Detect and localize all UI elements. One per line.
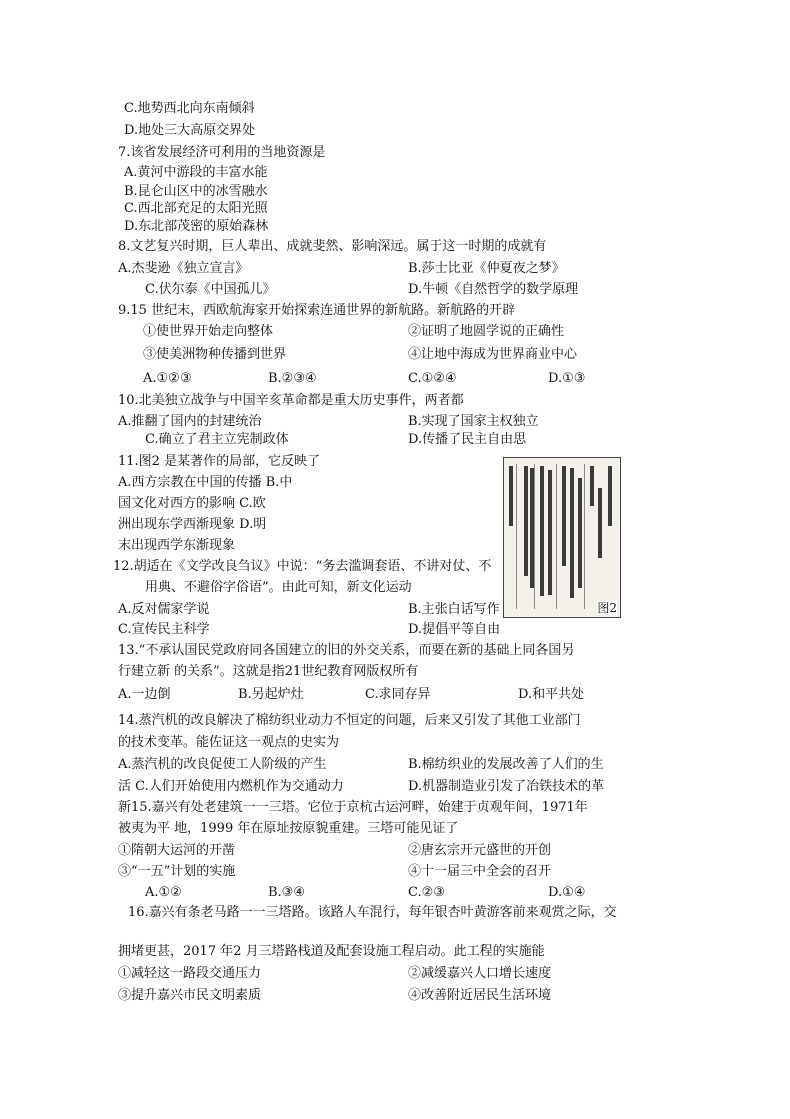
statement-line: ②减缓嘉兴人口增长速度 [408, 966, 552, 981]
option-line: B.另起炉灶 [238, 687, 304, 702]
option-line: D.提倡平等自由 [408, 622, 501, 637]
option-line: C.求同存异 [365, 687, 431, 702]
question-8: 8.文艺复兴时期，巨人辈出、成就斐然、影响深远。属于这一时期的成就有 [118, 239, 547, 254]
statement-line: ②唐玄宗开元盛世的开创 [408, 843, 552, 858]
question-text: 的技术变革。能佐证这一观点的史实为 [118, 735, 340, 750]
statement-line: ③“一五”计划的实施 [118, 864, 236, 879]
question-text: 被夷为平 地，1999 年在原址按原貌重建。三塔可能见证了 [118, 821, 459, 836]
question-10: 10.北美独立战争与中国辛亥革命都是重大历史事件，两者都 [118, 393, 464, 408]
option-line: C.确立了君主立宪制政体 [145, 432, 289, 447]
question-text: 行建立新 的关系”。这就是指21世纪教育网版权所有 [118, 664, 419, 679]
option-line: D.机器制造业引发了冶铁技术的革 [408, 779, 605, 794]
option-line: B.棉纺织业的发展改善了人们的生 [408, 757, 604, 772]
option-line: A.推翻了国内的封建统治 [118, 414, 262, 429]
statement-line: ①隋朝大运河的开凿 [118, 843, 236, 858]
question-16: 16.嘉兴有条老马路一一三塔路。该路人车混行，每年银杏叶黄游客前来观赏之际，交 [128, 905, 617, 920]
option-line: 洲出现东学西渐现象 D.明 [118, 517, 267, 532]
statement-line: ①减轻这一路段交通压力 [118, 966, 262, 981]
statement-line: ④让地中海成为世界商业中心 [408, 347, 578, 362]
option-line: A.一边倒 [118, 687, 171, 702]
option-line: D.牛顿《自然哲学的数学原理 [408, 282, 579, 297]
option-line: B.③④ [268, 885, 305, 900]
question-7: 7.该省发展经济可利用的当地资源是 [118, 145, 326, 160]
option-line: D.和平共处 [518, 687, 585, 702]
option-line: C.①②④ [408, 371, 457, 386]
figure-book-page [503, 457, 621, 618]
option-line: A.杰斐逊《独立宣言》 [118, 261, 249, 276]
question-11: 11.图2 是某著作的局部，它反映了 [118, 454, 321, 469]
question-9: 9.15 世纪末，西欧航海家开始探索连通世界的新航路。新航路的开辟 [118, 303, 516, 318]
option-line: A.反对儒家学说 [118, 602, 210, 617]
option-line: C.伏尔泰《中国孤儿》 [145, 282, 276, 297]
question-15: 新15.嘉兴有处老建筑一一三塔。它位于京杭古运河畔，始建于贞观年间，1971年 [118, 800, 588, 815]
option-line: C.地势西北向东南倾斜 [124, 101, 255, 116]
question-14: 14.蒸汽机的改良解决了棉纺织业动力不恒定的问题，后来又引发了其他工业部门 [118, 713, 581, 728]
option-line: D.地处三大高原交界处 [124, 123, 256, 138]
option-line: D.①④ [548, 885, 586, 900]
option-line: C.西北部充足的太阳光照 [124, 201, 268, 216]
figure-label: 图2 [597, 601, 617, 615]
option-line: A.黄河中游段的丰富水能 [124, 165, 268, 180]
option-line: B.主张白话写作 [408, 602, 500, 617]
statement-line: ②证明了地圆学说的正确性 [408, 324, 565, 339]
statement-line: ③提升嘉兴市民文明素质 [118, 988, 262, 1003]
option-line: D.传播了民主自由思 [408, 432, 527, 447]
question-text: 拥堵更甚，2017 年2 月三塔路栈道及配套设施工程启动。此工程的实施能 [118, 944, 545, 959]
option-line: D.①③ [548, 371, 586, 386]
option-line: A.①②③ [143, 371, 192, 386]
option-line: 国文化对西方的影响 C.欧 [118, 496, 266, 511]
statement-line: ④十一届三中全会的召开 [408, 864, 552, 879]
statement-line: ①使世界开始走向整体 [143, 324, 274, 339]
option-line: A.①② [145, 885, 182, 900]
option-line: B.昆仑山区中的冰雪融水 [124, 184, 268, 199]
option-line: A.西方宗教在中国的传播 B.中 [118, 475, 293, 490]
option-line: 活 C.人们开始使用内燃机作为交通动力 [118, 779, 344, 794]
option-line: 末出现西学东渐现象 [118, 538, 236, 553]
option-line: C.宣传民主科学 [118, 622, 210, 637]
question-13: 13.“不承认国民党政府同各国建立的旧的外交关系，而要在新的基础上同各国另 [118, 643, 575, 658]
option-line: B.实现了国家主权独立 [408, 414, 539, 429]
option-line: C.②③ [408, 885, 445, 900]
question-text: 用典、不避俗字俗语”。由此可知，新文化运动 [145, 580, 412, 595]
option-line: D.东北部茂密的原始森林 [124, 219, 269, 234]
option-line: B.莎士比亚《仲夏夜之梦》 [408, 261, 565, 276]
statement-line: ③使美洲物种传播到世界 [143, 347, 287, 362]
question-12: 12.胡适在《文学改良刍议》中说：“务去滥调套语、不讲对仗、不 [113, 559, 492, 574]
option-line: A.蒸汽机的改良促使工人阶级的产生 [118, 757, 327, 772]
option-line: B.②③④ [268, 371, 317, 386]
statement-line: ④改善附近居民生活环境 [408, 988, 552, 1003]
